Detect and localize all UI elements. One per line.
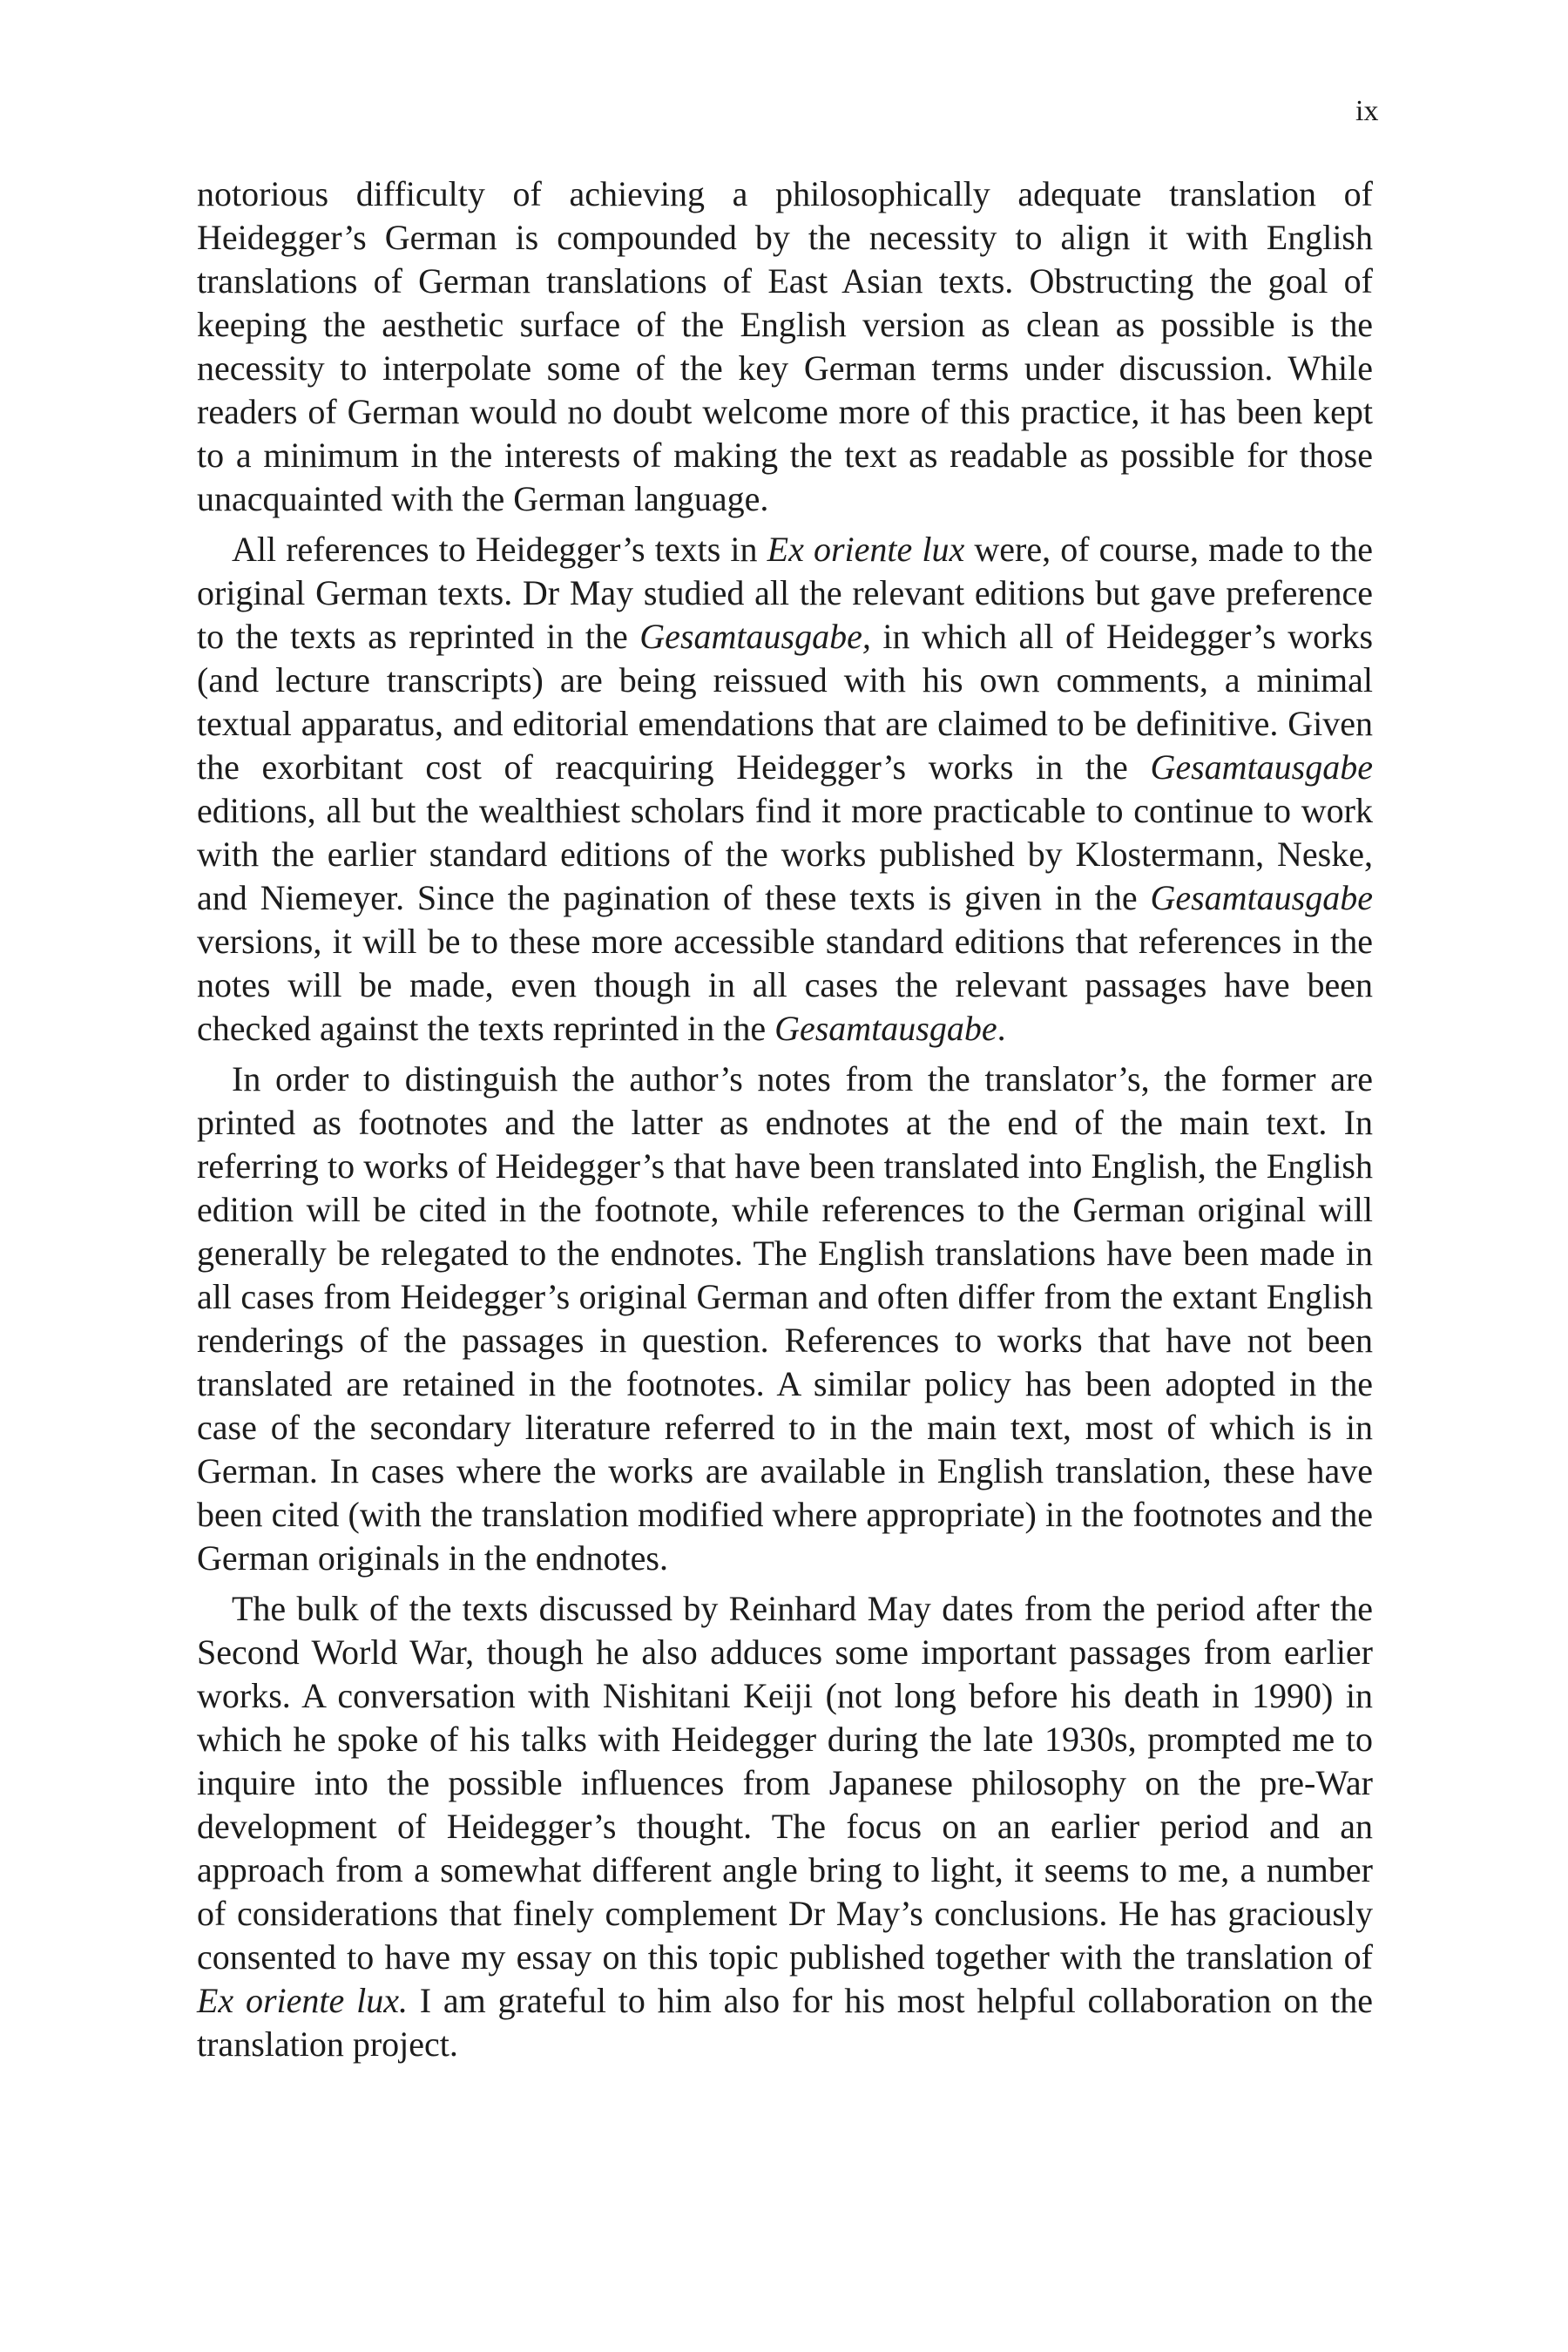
paragraph-2-text: . <box>997 1009 1006 1048</box>
italic-title-ex-oriente-lux: Ex oriente lux. <box>197 1981 408 2020</box>
paragraph-4-text: The bulk of the texts discussed by Reinhard May dates from the period after the Second World War, though he also adduces some important passages from earlier works. A conversation with Nishitani Keiji (not long before his death in 1990) in which he spoke of his talks with Heidegger during the late 1930s, prompted me to inquire into the possible influences from Japanese philosophy on the pre-War development of Heidegger’s thought. The focus on an earlier period and an approach from a somewhat different angle bring to light, it seems to me, a number of considerations that finely complement Dr May’s conclusions. He has graciously consented to have my essay on this topic published together with the translation of <box>197 1589 1373 1977</box>
paragraph-2-text: editions, all but the wealthiest scholars find it more practicable to continue to work with the earlier standard editions of the works published by Klostermann, Neske, and Niemeyer. Since the pagination of these texts is given in the <box>197 791 1373 917</box>
paragraph-4-text: I am grateful to him also for his most helpful collaboration on the translation project. <box>197 1981 1374 2064</box>
page-number: ix <box>1355 95 1379 127</box>
paragraph-2-text: in which all of Heidegger’s works (and lecture transcripts) are being reissued with his own comments, a minimal textual apparatus, and editorial emendations that are claimed to be definitive. Given the exorbitant cost of reacquiring Heidegger’s works in the <box>197 617 1374 787</box>
paragraph-2-text: All references to Heidegger’s texts in <box>232 530 767 569</box>
paragraph-4 <box>197 1587 1373 2066</box>
italic-title-gesamtausgabe: Gesamtausgabe <box>774 1009 997 1048</box>
italic-title-gesamtausgabe: Gesamtausgabe <box>1150 747 1373 787</box>
paragraph-2-text: were, of course, made to the original German texts. Dr May studied all the relevant editions but gave preference to the texts as reprinted in the <box>197 530 1374 656</box>
italic-title-gesamtausgabe: Gesamtausgabe, <box>639 617 871 656</box>
italic-title-gesamtausgabe: Gesamtausgabe <box>1150 878 1373 917</box>
paragraph-2-text: versions, it will be to these more accessible standard editions that references in the notes will be made, even though in all cases the relevant passages have been checked against the texts reprinted in the <box>197 922 1373 1048</box>
paragraph-2 <box>197 528 1373 1051</box>
paragraph-3: In order to distinguish the author’s notes from the translator’s, the former are printed as footnotes and the latter as endnotes at the end of the main text. In referring to works of Heidegger’s that have been translated into English, the English edition will be cited in the footnote, while references to the German original will generally be relegated to the endnotes. The English translations have been made in all cases from Heidegger’s original German and often differ from the extant English renderings of the passages in question. References to works that have not been translated are retained in the footnotes. A similar policy has been adopted in the case of the secondary literature referred to in the main text, most of which is in German. In cases where the works are available in English translation, these have been cited (with the translation modified where appropriate) in the footnotes and the German originals in the endnotes. <box>197 1059 1373 1578</box>
italic-title-ex-oriente-lux: Ex oriente lux <box>767 530 965 569</box>
paragraph-1: notorious difficulty of achieving a philosophically adequate translation of Heidegger’s German is compounded by the necessity to align it with English translations of German translations of East Asian texts. Obstructing the goal of keeping the aesthetic surface of the English version as clean as possible is the necessity to interpolate some of the key German terms under discussion. While readers of German would no doubt welcome more of this practice, it has been kept to a minimum in the interests of making the text as readable as possible for those unacquainted with the German language. <box>197 174 1373 518</box>
body-text <box>197 172 1373 2073</box>
